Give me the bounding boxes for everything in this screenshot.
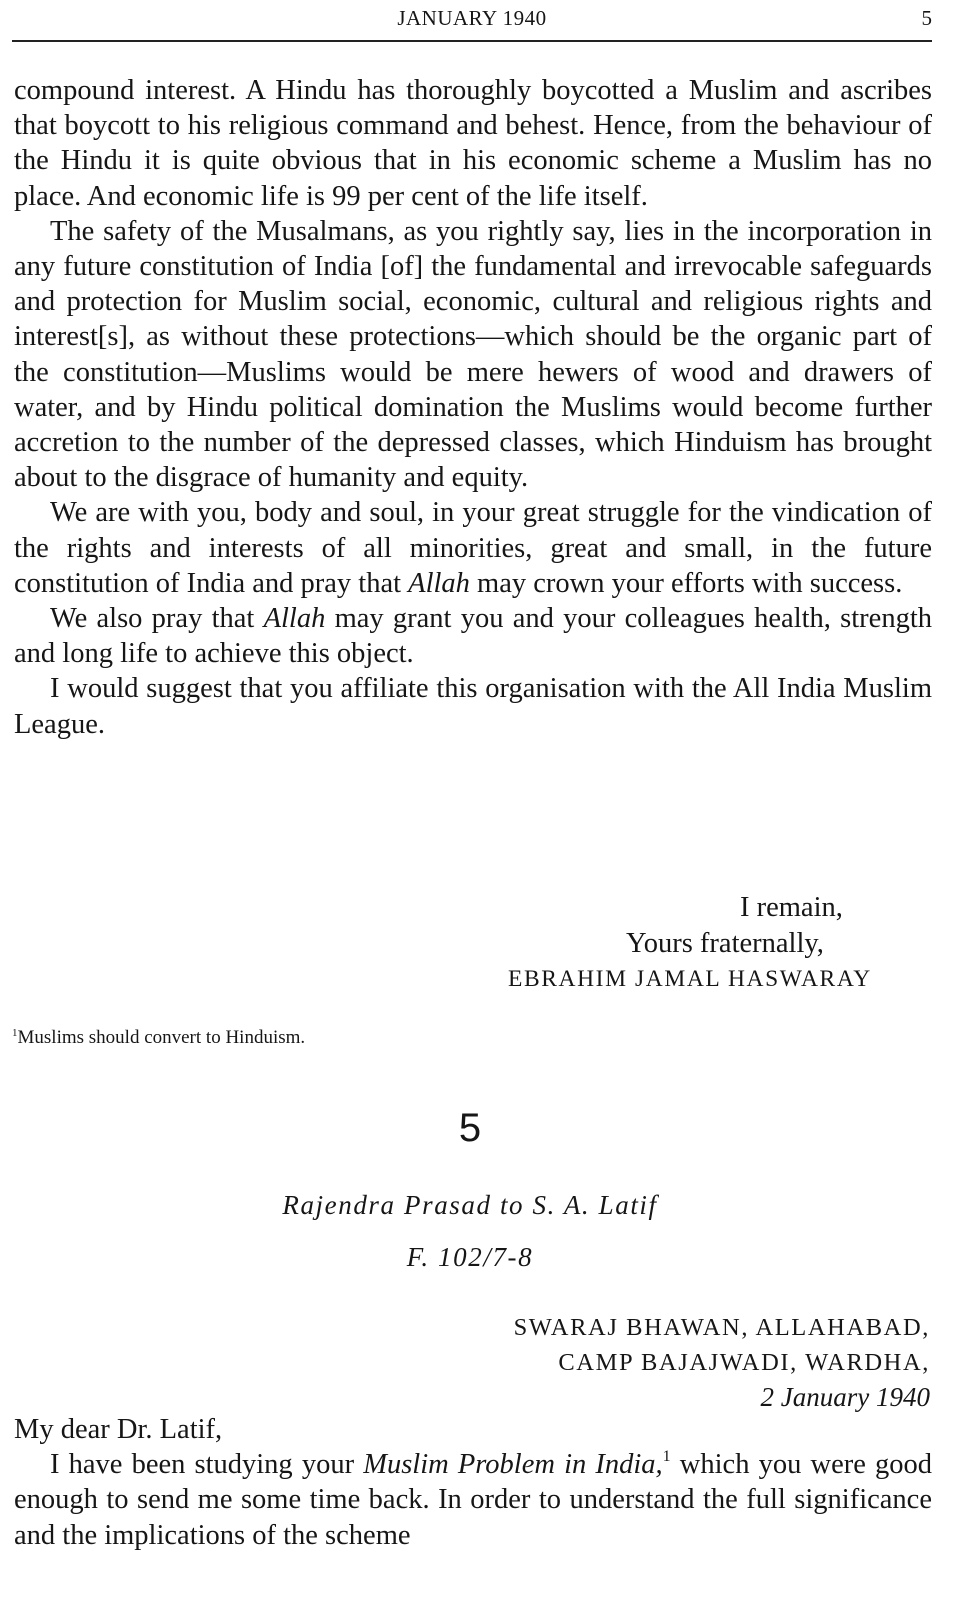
paragraph-4-text-b: may grant you and your colleagues health, strength and long life to achieve this object.	[14, 603, 932, 670]
address-line-1: SWARAJ BHAWAN, ALLAHABAD,	[513, 1314, 930, 1341]
paragraph-2-text: The safety of the Musalmans, as you rightly say, lies in the incorporation in any future constitution of India [of] the fundamental and irrevocable safeguards and protection for Muslim social, economic, cultural and religious rights and interest[s], as without these protections—which should be the organic part of the constitution—Muslims would be mere hewers of wood and drawers of water, and by Hindu political domination the Muslims would become further accretion to the number of the depressed classes, which Hinduism has brought about to the disgrace of humanity and equity.	[14, 215, 932, 494]
signature: EBRAHIM JAMAL HASWARAY	[508, 966, 872, 992]
address-line-2: CAMP BAJAJWADI, WARDHA,	[558, 1349, 930, 1376]
document-number: 5	[458, 1106, 482, 1150]
letter-body-paragraph	[14, 1447, 932, 1553]
body-text-b: which you were good enough to send me some time back. In order to understand the full significance and the implications of the scheme	[14, 1449, 932, 1551]
paragraph-3-text-b: may crown your efforts with success.	[469, 567, 903, 599]
closing-line: I remain,	[740, 892, 843, 923]
paragraph-5	[14, 671, 932, 741]
salutation: My dear Dr. Latif,	[14, 1414, 223, 1445]
footnote-marker: 1	[12, 1027, 18, 1039]
paragraph-3-text-a: We are with you, body and soul, in your great struggle for the vindication of the rights and interests of all minorities, great and small, in the future constitution of India and pray that	[14, 497, 932, 599]
book-title: Muslim Problem in India,	[363, 1449, 663, 1481]
body-footnote-marker: 1	[662, 1448, 671, 1466]
paragraph-3-allah: Allah	[408, 567, 470, 599]
paragraph-4	[14, 601, 932, 671]
body-text-a: I have been studying your	[50, 1449, 364, 1481]
paragraph-2	[14, 214, 932, 496]
paragraph-4-allah: Allah	[263, 603, 326, 635]
running-head-title: JANUARY 1940	[397, 6, 547, 30]
footnote	[12, 1020, 305, 1051]
header-rule	[12, 40, 932, 42]
letter-body	[14, 1412, 932, 1553]
paragraph-1	[14, 73, 932, 214]
paragraph-5-text: I would suggest that you affiliate this organisation with the All India Muslim League.	[14, 673, 932, 740]
valediction: Yours fraternally,	[626, 928, 824, 959]
footnote-text: Muslims should convert to Hinduism.	[17, 1027, 306, 1048]
paragraph-4-text-a: We also pray that	[50, 603, 264, 635]
document-heading: Rajendra Prasad to S. A. Latif	[282, 1190, 658, 1220]
letter-address	[514, 1310, 930, 1415]
letter-continuation	[14, 73, 932, 742]
paragraph-1-text: compound interest. A Hindu has thoroughly boycotted a Muslim and ascribes that boycott to his religious command and behest. Hence, from the behaviour of the Hindu it is quite obvious that in his economic scheme a Muslim has no place. And economic life is 99 per cent of the life itself.	[14, 75, 932, 212]
running-head	[12, 4, 932, 36]
document-reference: F. 102/7-8	[406, 1242, 534, 1272]
letter-date: 2 January 1940	[760, 1382, 930, 1412]
page-number: 5	[921, 6, 932, 30]
paragraph-3	[14, 495, 932, 601]
